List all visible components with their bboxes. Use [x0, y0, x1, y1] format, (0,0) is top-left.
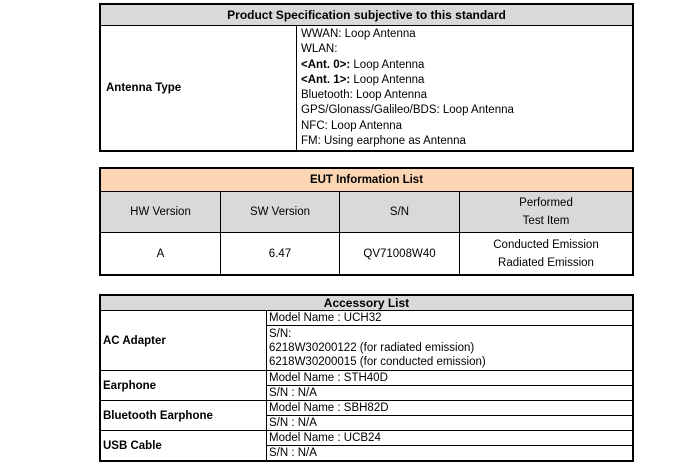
antenna-line: WLAN:	[301, 43, 338, 56]
bt-earphone-model: Model Name : SBH82D	[267, 401, 634, 416]
ac-adapter-sn	[267, 326, 634, 371]
accessory-table	[99, 294, 634, 462]
antenna-type-values	[297, 26, 634, 152]
product-spec-header: Product Specification subjective to this standard	[100, 4, 633, 26]
antenna-line: Bluetooth: Loop Antenna	[301, 89, 427, 102]
antenna-line: NFC: Loop Antenna	[301, 119, 403, 132]
eut-info-table	[99, 167, 634, 276]
earphone-model: Model Name : STH40D	[267, 371, 634, 386]
ac-adapter-sn-radiated: 6218W30200122 (for radiated emission)	[269, 341, 475, 354]
earphone-sn: S/N : N/A	[267, 386, 634, 401]
sn-value: QV71008W40	[340, 233, 460, 276]
table-row	[100, 233, 633, 276]
sw-version-header: SW Version	[221, 192, 340, 233]
earphone-label: Earphone	[100, 371, 267, 401]
test-item-value	[460, 233, 634, 276]
test-item-conducted: Conducted Emission	[493, 238, 599, 251]
sn-header: S/N	[340, 192, 460, 233]
test-item-header-line1: Performed	[519, 197, 573, 209]
usb-cable-model: Model Name : UCB24	[267, 431, 634, 446]
accessory-header: Accessory List	[100, 295, 633, 311]
test-item-radiated: Radiated Emission	[498, 256, 594, 269]
ac-adapter-sn-conducted: 6218W30200015 (for conducted emission)	[269, 356, 486, 369]
test-item-header-line2: Test Item	[522, 215, 570, 227]
bt-earphone-sn: S/N : N/A	[267, 416, 634, 431]
test-item-header	[460, 192, 634, 233]
antenna-line: <Ant. 0>: Loop Antenna	[301, 58, 425, 71]
usb-cable-sn: S/N : N/A	[267, 446, 634, 462]
eut-info-header: EUT Information List	[100, 168, 633, 192]
sw-version-value: 6.47	[221, 233, 340, 276]
ac-adapter-sn-label: S/N:	[269, 327, 292, 340]
antenna-line: FM: Using earphone as Antenna	[301, 135, 466, 148]
antenna-type-label: Antenna Type	[100, 26, 297, 152]
usb-cable-label: USB Cable	[100, 431, 267, 462]
product-spec-table	[99, 3, 634, 152]
ac-adapter-model: Model Name : UCH32	[267, 311, 634, 326]
hw-version-header: HW Version	[100, 192, 221, 233]
antenna-line: <Ant. 1>: Loop Antenna	[301, 73, 425, 86]
antenna-line: WWAN: Loop Antenna	[301, 28, 416, 40]
bt-earphone-label: Bluetooth Earphone	[100, 401, 267, 431]
hw-version-value: A	[100, 233, 221, 276]
antenna-line: GPS/Glonass/Galileo/BDS: Loop Antenna	[301, 104, 514, 117]
ac-adapter-label: AC Adapter	[100, 311, 267, 371]
